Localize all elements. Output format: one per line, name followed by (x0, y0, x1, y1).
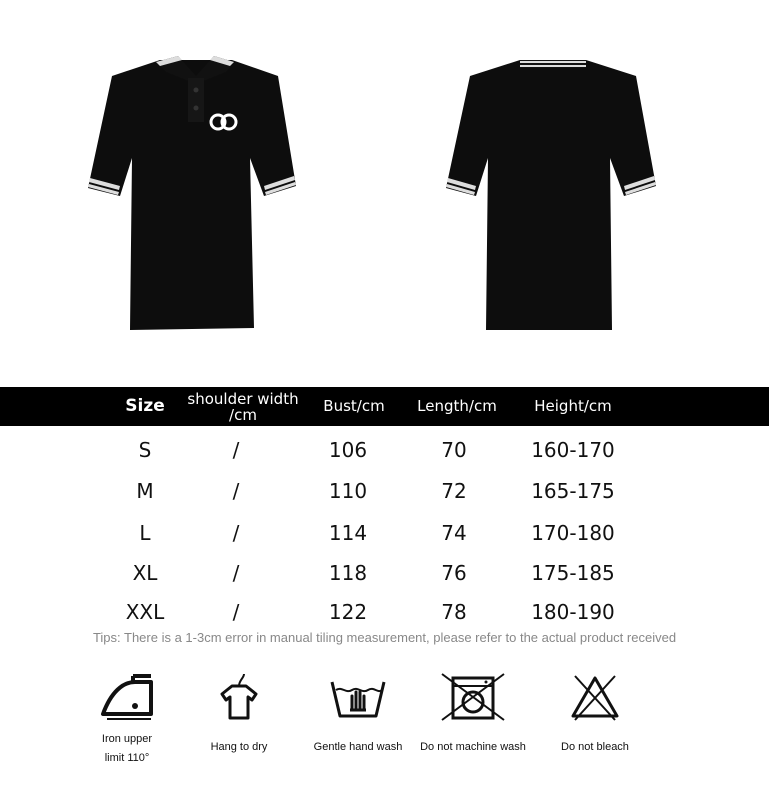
hand-wash-icon (328, 672, 388, 722)
cell-shoulder: / (232, 600, 240, 624)
care-item-hang-dry (174, 672, 304, 757)
header-height: Height/cm (534, 397, 612, 415)
measurement-tips: Tips: There is a 1-3cm error in manual tiling measurement, please refer to the actual product received (92, 630, 677, 645)
cell-length: 74 (441, 521, 467, 545)
cell-size: XL (132, 561, 158, 585)
care-label: Do not bleach (561, 741, 629, 753)
product-photos (0, 0, 769, 380)
table-row (0, 513, 769, 553)
polo-shirt-front-image (82, 48, 308, 338)
polo-shirt-back-image (440, 48, 666, 338)
cell-bust: 106 (328, 438, 368, 462)
cell-length: 78 (441, 600, 467, 624)
cell-length: 72 (441, 479, 467, 503)
hang-dry-icon (214, 672, 264, 722)
care-item-no-machine-wash (408, 672, 538, 757)
cell-length: 76 (441, 561, 467, 585)
cell-height: 180-190 (531, 600, 615, 624)
care-item-iron (62, 672, 192, 768)
header-bust: Bust/cm (323, 397, 385, 415)
cell-shoulder: / (232, 561, 240, 585)
cell-bust: 122 (328, 600, 368, 624)
cell-length: 70 (441, 438, 467, 462)
care-label: Iron upper limit 110° (101, 733, 153, 764)
care-item-no-bleach (530, 672, 660, 757)
header-size: Size (125, 396, 165, 416)
cell-height: 165-175 (531, 479, 615, 503)
cell-bust: 114 (328, 521, 368, 545)
cell-size: M (136, 479, 154, 503)
care-item-hand-wash (293, 672, 423, 757)
cell-height: 170-180 (531, 521, 615, 545)
cell-shoulder: / (232, 521, 240, 545)
cell-bust: 110 (328, 479, 368, 503)
care-label: Hang to dry (210, 741, 268, 753)
size-chart-header (0, 387, 769, 426)
cell-shoulder: / (232, 479, 240, 503)
table-row (0, 471, 769, 511)
no-bleach-icon (565, 672, 625, 722)
table-row (0, 592, 769, 632)
cell-size: S (138, 438, 152, 462)
cell-size: XXL (125, 600, 165, 624)
care-label: Do not machine wash (420, 741, 526, 753)
header-shoulder-width: shoulder width /cm (187, 389, 299, 424)
table-row (0, 430, 769, 470)
care-label: Gentle hand wash (313, 741, 403, 753)
table-row (0, 553, 769, 593)
iron-icon (97, 672, 157, 722)
no-machine-wash-icon (438, 672, 508, 722)
cell-shoulder: / (232, 438, 240, 462)
cell-height: 175-185 (531, 561, 615, 585)
cell-bust: 118 (328, 561, 368, 585)
header-length: Length/cm (417, 397, 497, 415)
cell-size: L (139, 521, 151, 545)
cell-height: 160-170 (531, 438, 615, 462)
